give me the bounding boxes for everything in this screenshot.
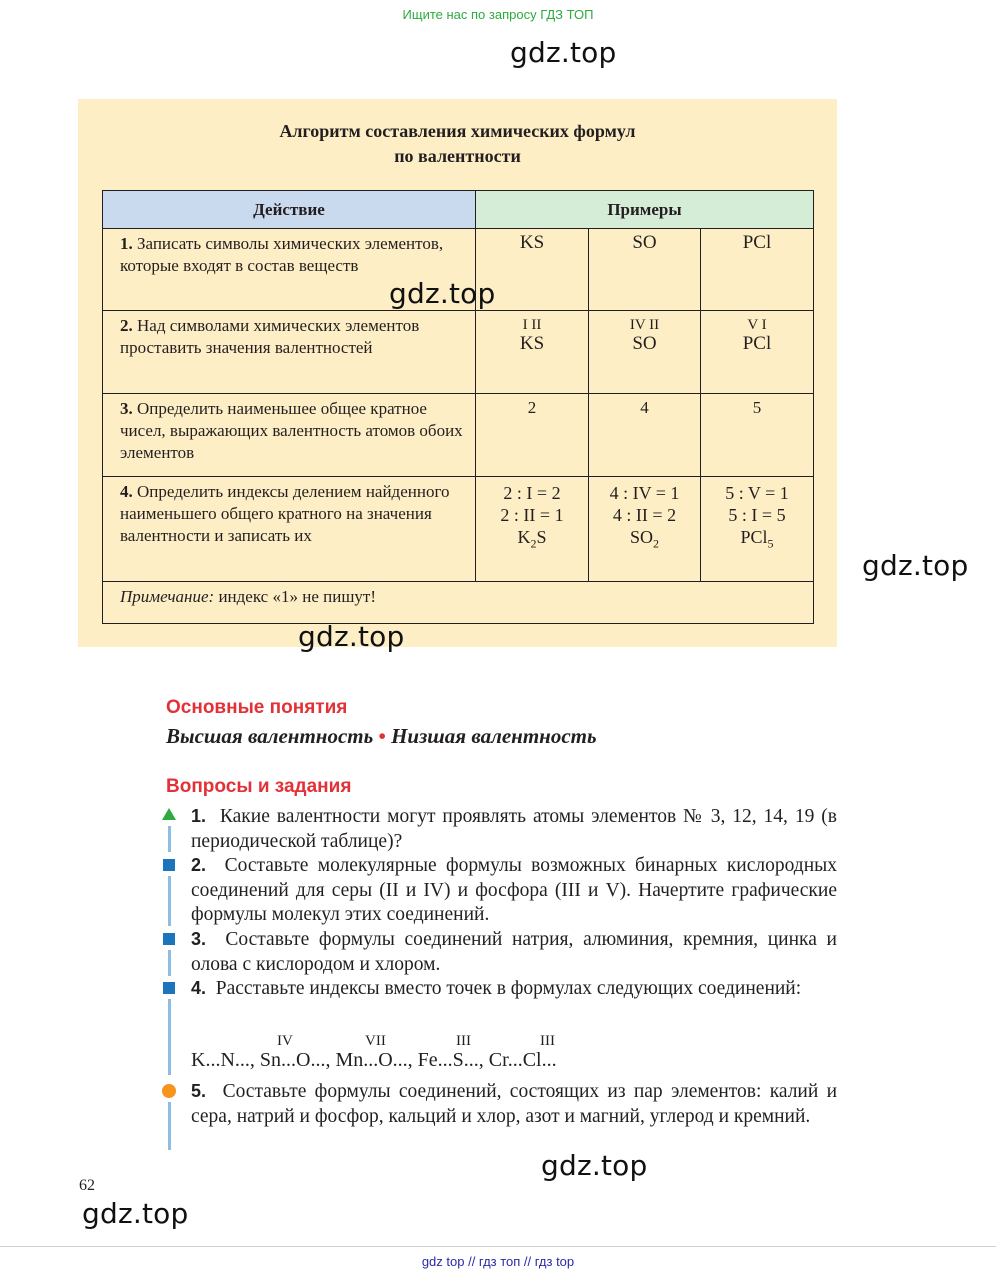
- example-cell: [589, 311, 701, 394]
- watermark: gdz.top: [389, 277, 496, 310]
- formula: KS: [519, 333, 545, 354]
- bottom-banner: gdz top // гдз топ // гдз top: [421, 1254, 575, 1269]
- formula: SO: [632, 333, 657, 354]
- valence-label: IV II: [629, 317, 660, 333]
- step-number: 4.: [120, 482, 133, 501]
- green-triangle-icon: [162, 808, 176, 820]
- blue-square-icon: [163, 859, 175, 871]
- blue-square-icon: [163, 933, 175, 945]
- valence-superscript: III: [540, 1033, 555, 1049]
- result-formula: $K_2S$: [517, 527, 547, 551]
- formula: PCl: [742, 333, 772, 354]
- watermark: gdz.top: [298, 620, 405, 653]
- example-cell: SO: [589, 229, 701, 311]
- valence-label: I II: [522, 317, 542, 333]
- watermark: gdz.top: [82, 1197, 189, 1230]
- algorithm-title-line2: по валентности: [394, 146, 521, 166]
- example-cell: 5: [701, 394, 814, 477]
- header-examples: Примеры: [476, 191, 814, 229]
- watermark: gdz.top: [510, 36, 617, 69]
- step-text: Над символами химических элементов проставить значения валентностей: [120, 316, 420, 357]
- table-header-row: [103, 191, 814, 229]
- valence-superscript: IV: [277, 1033, 293, 1049]
- valence-superscript: III: [456, 1033, 471, 1049]
- example-cell: 4: [589, 394, 701, 477]
- watermark: gdz.top: [541, 1149, 648, 1182]
- concepts-heading: Основные понятия: [166, 697, 348, 718]
- table-row: [103, 477, 814, 582]
- divider: [0, 1246, 996, 1247]
- formula-line: K...N..., Sn...O..., Mn...O..., Fe...S..., Cr...Cl...: [191, 1049, 557, 1071]
- step-number: 3.: [120, 399, 133, 418]
- algorithm-table: [102, 190, 814, 624]
- calc-line: 2 : I = 2: [503, 483, 561, 503]
- valence-label: V I: [747, 317, 767, 333]
- note-cell: [103, 582, 814, 624]
- question-item: 3. Составьте формулы соединений натрия, алюминия, кремния, цинка и олова с кислородом и хлором.: [191, 929, 837, 975]
- orange-circle-icon: [162, 1084, 176, 1098]
- example-cell: KS: [476, 229, 589, 311]
- page-number: 62: [79, 1177, 95, 1194]
- watermark: gdz.top: [862, 549, 969, 582]
- step-text: Определить индексы делением найденного наименьшего общего кратного на значения валентности и записать их: [120, 482, 450, 545]
- header-action: Действие: [103, 191, 476, 229]
- table-row: [103, 394, 814, 477]
- concept-separator: •: [378, 724, 386, 748]
- step-text: Определить наименьшее общее кратное чисел, выражающих валентность атомов обоих элементов: [120, 399, 463, 462]
- example-cell: 2: [476, 394, 589, 477]
- blue-square-icon: [163, 982, 175, 994]
- marker-line: [168, 999, 171, 1075]
- calc-line: 4 : II = 2: [612, 505, 677, 525]
- example-cell: [476, 477, 589, 582]
- concept-item: Низшая валентность: [391, 724, 597, 748]
- marker-line: [168, 826, 171, 852]
- note-text: индекс «1» не пишут!: [214, 587, 376, 606]
- table-row: [103, 311, 814, 394]
- result-formula: $SO_2$: [629, 527, 659, 551]
- note-label: Примечание:: [120, 587, 215, 606]
- calc-line: 5 : V = 1: [725, 483, 789, 503]
- example-cell: [476, 311, 589, 394]
- calc-line: 2 : II = 1: [500, 505, 564, 525]
- step-number: 2.: [120, 316, 133, 335]
- concept-item: Высшая валентность: [166, 724, 374, 748]
- algorithm-title: [78, 119, 837, 169]
- result-formula: PCl$_5$: [740, 527, 774, 551]
- question-item: 1. Какие валентности могут проявлять атомы элементов № 3, 12, 14, 19 (в периодической таблице)?: [191, 806, 838, 852]
- table-note-row: [103, 582, 814, 624]
- step-number: 1.: [120, 234, 133, 253]
- calc-line: 5 : I = 5: [728, 505, 786, 525]
- top-banner: Ищите нас по запросу ГДЗ ТОП: [402, 7, 594, 22]
- marker-line: [168, 876, 171, 926]
- action-cell: [103, 394, 476, 477]
- question-item: 5. Составьте формулы соединений, состоящих из пар элементов: калий и сера, натрий и фосфор, кальций и хлор, азот и магний, углерод и кремний.: [191, 1081, 838, 1127]
- marker-line: [168, 1102, 171, 1150]
- example-cell: PCl: [701, 229, 814, 311]
- example-cell: [701, 311, 814, 394]
- concepts-list: [166, 724, 597, 749]
- question-item: 4. Расставьте индексы вместо точек в формулах следующих соединений:: [191, 978, 802, 999]
- question-item: 2. Составьте молекулярные формулы возможных бинарных кислородных соединений для серы (II и IV) и фосфора (III и V). Начертите графические формулы молекул этих соединений.: [191, 855, 838, 925]
- calc-line: 4 : IV = 1: [609, 483, 680, 503]
- example-cell: [589, 477, 701, 582]
- example-cell: [701, 477, 814, 582]
- action-cell: [103, 477, 476, 582]
- action-cell: [103, 311, 476, 394]
- valence-superscript: VII: [365, 1033, 386, 1049]
- step-text: Записать символы химических элементов, которые входят в состав веществ: [120, 234, 444, 275]
- marker-line: [168, 950, 171, 976]
- questions-heading: Вопросы и задания: [166, 776, 352, 797]
- algorithm-title-line1: Алгоритм составления химических формул: [279, 121, 636, 141]
